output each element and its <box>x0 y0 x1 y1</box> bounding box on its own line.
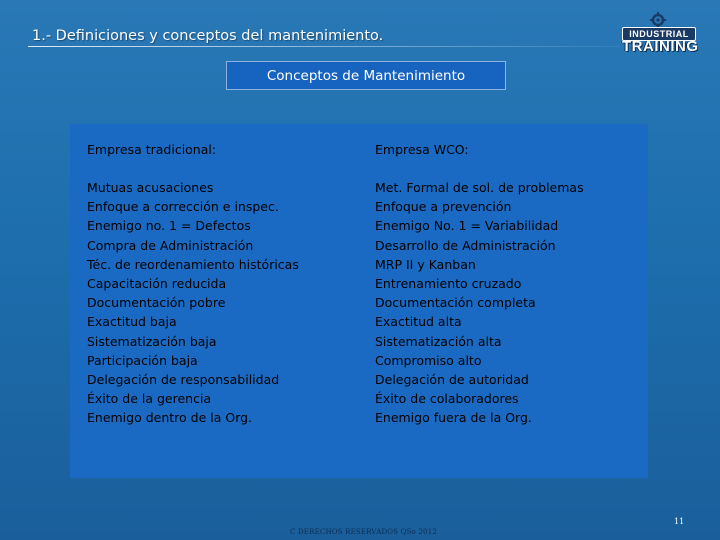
list-item: Sistematización baja <box>87 333 217 349</box>
list-item: Participación baja <box>87 352 198 368</box>
list-item: Delegación de autoridad <box>375 372 529 388</box>
industrial-training-logo <box>618 12 698 56</box>
list-item: Éxito de la gerencia <box>87 391 212 407</box>
logo-bottom-text: TRAINING <box>622 38 699 55</box>
copyright-footer: C DERECHOS RESERVADOS QSo 2012 <box>290 528 438 536</box>
list-item: Entrenamiento cruzado <box>375 276 522 292</box>
wco-company-list <box>375 178 584 428</box>
page-number: 11 <box>674 517 685 526</box>
traditional-company-header: Empresa tradicional: <box>87 142 217 157</box>
list-item: Éxito de colaboradores <box>375 391 519 407</box>
section-header: Conceptos de Mantenimiento <box>226 61 506 90</box>
list-item: Exactitud baja <box>87 314 177 330</box>
list-item: Delegación de responsabilidad <box>87 372 280 388</box>
list-item: MRP II y Kanban <box>375 256 476 272</box>
list-item: Enemigo no. 1 = Defectos <box>87 218 251 234</box>
slide-title: 1.- Definiciones y conceptos del mantenimiento. <box>32 28 384 44</box>
list-item: Enemigo dentro de la Org. <box>87 410 253 426</box>
wco-company-header: Empresa WCO: <box>375 142 469 157</box>
comparison-panel <box>70 124 648 478</box>
list-item: Documentación completa <box>375 295 536 311</box>
list-item: Téc. de reordenamiento históricas <box>87 256 299 272</box>
list-item: Enemigo fuera de la Org. <box>375 410 532 426</box>
list-item: Compromiso alto <box>375 352 482 368</box>
title-underline <box>28 46 620 47</box>
list-item: Enfoque a corrección e inspec. <box>87 199 279 215</box>
list-item: Mutuas acusaciones <box>87 180 214 195</box>
list-item: Exactitud alta <box>375 314 462 330</box>
list-item: Documentación pobre <box>87 295 226 311</box>
list-item: Sistematización alta <box>375 333 502 349</box>
traditional-company-list <box>87 178 299 428</box>
list-item: Enemigo No. 1 = Variabilidad <box>375 218 559 234</box>
gear-icon <box>650 12 666 28</box>
list-item: Compra de Administración <box>87 237 254 253</box>
list-item: Desarrollo de Administración <box>375 237 556 253</box>
list-item: Capacitación reducida <box>87 276 227 292</box>
list-item: Enfoque a prevención <box>375 199 512 215</box>
logo-top-text: INDUSTRIAL <box>622 27 696 41</box>
list-item: Met. Formal de sol. de problemas <box>375 180 584 195</box>
